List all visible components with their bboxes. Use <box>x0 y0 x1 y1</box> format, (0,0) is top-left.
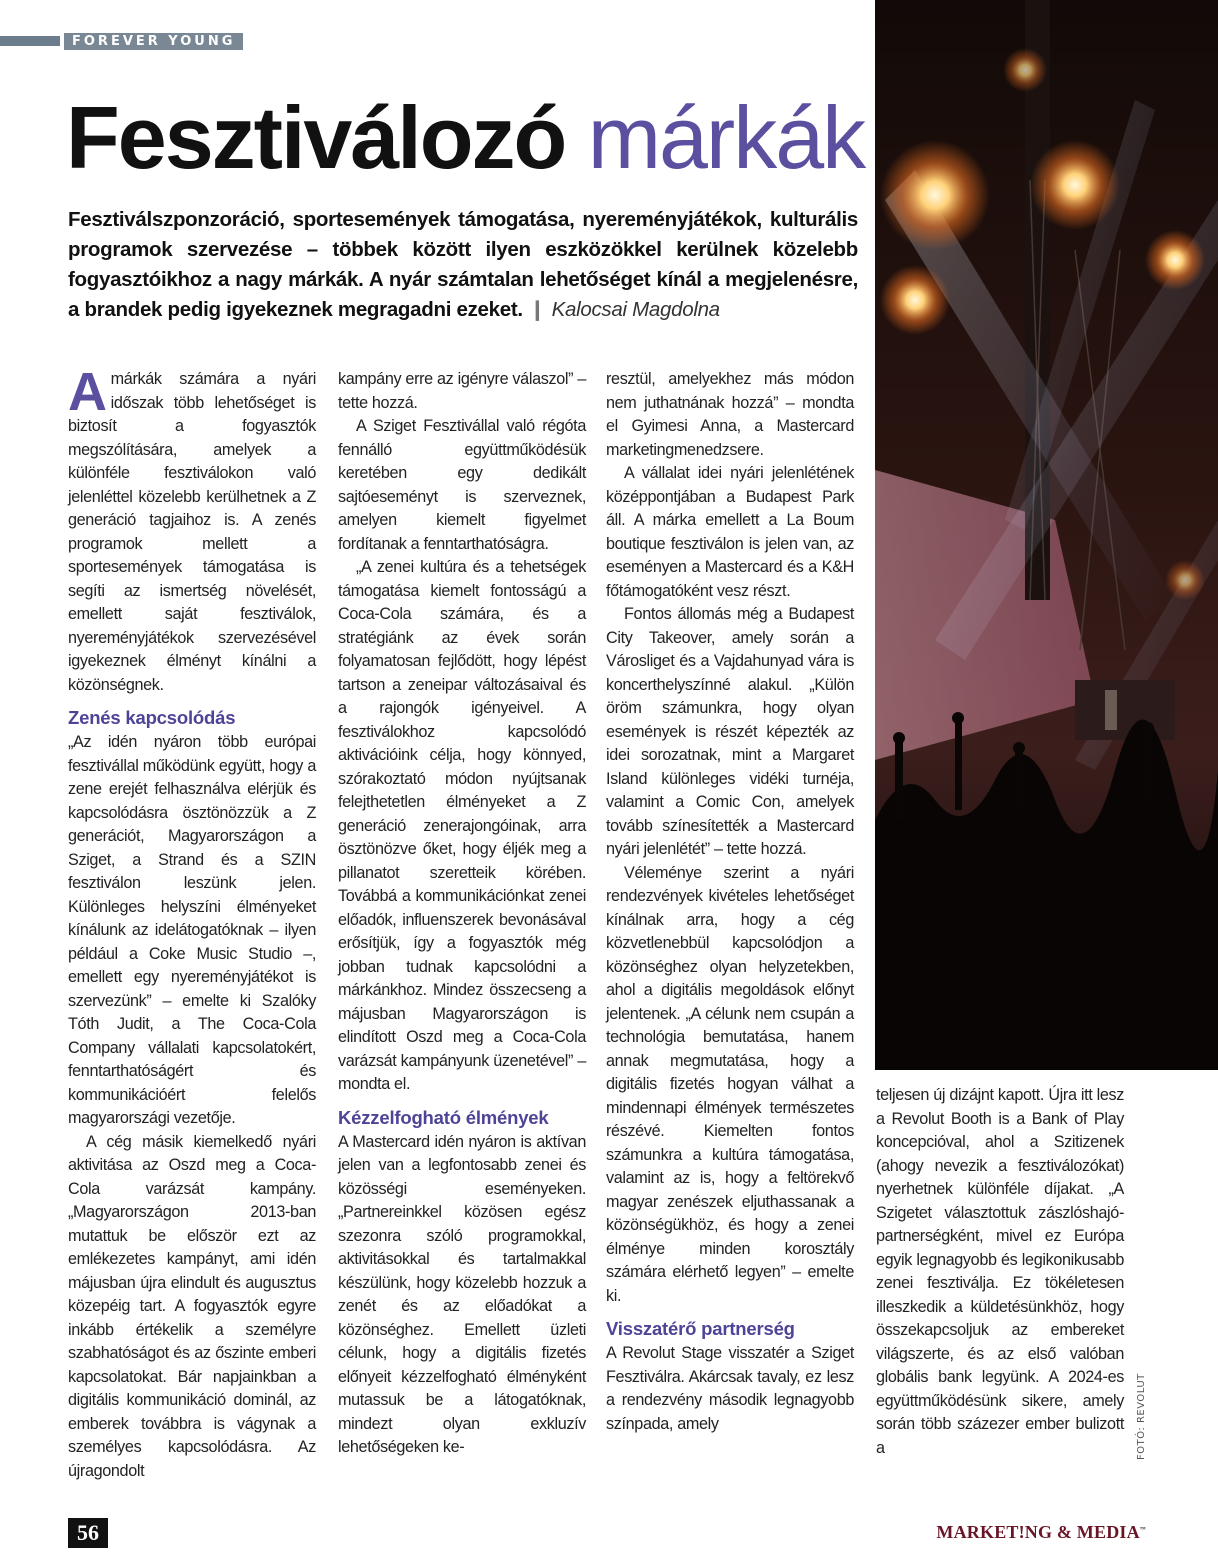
paragraph: „A zenei kultúra és a tehetségek támogatása kiemelt fontosságú a Coca-Cola számára, és a stratégiánk az évek során folyamatosan fejlődött, hogy lépést tartson a zeneipar változásaival és a rajongók igényeivel. A fesztiválokhoz kapcsolódó aktivációink célja, hogy könnyed, szórakoztató módon nyújtsanak felejthetetlen élményeket a Z generáció zenerajongóinak, arra ösztönözve őket, hogy éljék meg a pillanatot szeretteik körében. Továbbá a kommunikációnkat zenei előadók, influenszerek bevonásával erősítjük, így a fogyasztók még jobban tudnak kapcsolódni a márkánkhoz. Mindez összecseng a májusban Magyarországon is elindított Oszd meg a Coca-Cola varázsát kampányunk üzenetével” – mondta el. <box>338 558 586 1093</box>
title-bold: Fesztiválozó <box>66 88 566 187</box>
lead-text: Fesztiválszponzoráció, sportesemények támogatása, nyereményjátékok, kulturális programok szervezése – többek között ilyen eszközökkel kerülnek közelebb fogyasztóikhoz a nagy márkák. A nyár számtalan lehetőséget kínál a megjelenésre, a brandek pedig igyekeznek megragadni ezeket. <box>68 208 858 321</box>
subheading-zenes-kapcsolodas: Zenés kapcsolódás <box>68 707 236 728</box>
brand-name: MARKET!NG & MEDIA <box>936 1522 1140 1542</box>
trademark-mark: ™ <box>1139 1527 1146 1533</box>
paragraph: „Az idén nyáron több európai fesztivállal működünk együtt, hogy a zene erejét felhasználva elérjük és kapcsolódásra ösztönözzük a Z generációt, Magyarországon a Sziget, a Strand és a SZIN fesztiválon leszünk jelen. Különleges helyszíni élményeket kínálunk az idelátogatóknak – ilyen például a Coke Music Studio –, emellett egy nyereményjátékot is szervezünk” – emelte ki Szalóky Tóth Judit, a The Coca-Cola Company vállalati kapcsolatokért, fenntarthatóságért és kommunikációért felelős magyarországi vezetője. <box>68 733 316 1127</box>
author-name: Kalocsai Magdolna <box>551 298 720 321</box>
photo-credit: FOTÓ: REVOLUT <box>1136 1373 1147 1460</box>
paragraph-intro <box>68 362 316 697</box>
paragraph: resztül, amelyekhez más módon nem juthatnának hozzá” – mondta el Gyimesi Anna, a Mastercard marketingmenedzsere. <box>606 370 854 459</box>
paragraph: A Sziget Fesztivállal való régóta fennálló együttműködésük keretében egy dedikált sajtóeseményt is szerveznek, amelyen kiemelt figyelmet fordítanak a fenntarthatóságra. <box>338 417 586 553</box>
subheading-kezzelfoghato-elmenyek: Kézzelfogható élmények <box>338 1106 549 1128</box>
column-4 <box>876 1084 1124 1460</box>
paragraph: A Mastercard idén nyáron is aktívan jelen van a legfontosabb zenei és közösségi eseményeken. „Partnereinkkel közösen egész szezonra szóló programokkal, aktivitásokkal és tartalmakkal készülünk, hogy közelebb hozzuk a zenét és az előadókat a közönséghez. Emellett üzleti célunk, hogy a digitális fizetés előnyeit kézzelfogható élményként mutassuk be a látogatóknak, mindezt olyan exkluzív lehetőségeken ke- <box>338 1132 586 1456</box>
paragraph: Véleménye szerint a nyári rendezvények kivételes lehetőséget kínálnak arra, hogy a cég közvetlenebbül kapcsolódjon a közönséghez olyan helyzetekben, ahol a digitális megoldások előnyt jelentenek. „A célunk nem csupán a technológia bemutatása, hanem annak megmutatása, hogy a digitális fizetés hogyan válhat a mindennapi élmények természetes részévé. Kiemelten fontos számunkra a kultúra támogatása, valamint az is, hogy a feltörekvő magyar zenészek eljuthassanak a közönségükhöz, és hogy a zenei élménye minden korosztály számára elérhető legyen” – emelte ki. <box>606 863 854 1305</box>
paragraph-text: márkák számára a nyári időszak több lehetőséget is biztosít a fogyasztók megszólítására, amelyek a különféle fesztiválokon való jelenléttel közelebb kerülhetnek a Z generáció tagjaihoz is. A zenés programok mellett a sportesemények támogatása is segíti az ismertség növelését, emellett saját fesztiválok, nyereményjátékok szervezésével igyekeznek élményt kínálni a közönségnek. <box>68 370 316 694</box>
magazine-logo <box>936 1522 1146 1543</box>
paragraph: Fontos állomás még a Budapest City Takeover, amely során a Városliget és a Vajdahunyad vára is koncerthelyszínné alakul. „Külön öröm számunkra, hogy olyan események is részét képezték az idei sorozatnak, mint a Margaret Island különleges vidéki turnéja, valamint a Comic Con, amelyek tovább színesítették a Mastercard nyári jelenlétét” – tette hozzá. <box>606 605 854 858</box>
drop-cap: A <box>68 362 107 422</box>
column-2 <box>338 368 586 1460</box>
section-label: FOREVER YOUNG <box>64 33 243 50</box>
title-light: márkák <box>587 88 865 187</box>
column-3 <box>606 368 854 1436</box>
column-1 <box>68 362 316 1483</box>
paragraph: A Revolut Stage visszatér a Sziget Fesztiválra. Akárcsak tavaly, ez lesz a rendezvény második legnagyobb színpada, amely <box>606 1344 854 1433</box>
paragraph: kampány erre az igényre válaszol” – tette hozzá. <box>338 370 586 412</box>
concert-photo <box>875 0 1218 1070</box>
paragraph: A cég másik kiemelkedő nyári aktivitása az Oszd meg a Coca-Cola varázsát kampány. „Magyarországon 2013-ban mutattuk be először ezt az emlékezetes kampányt, ami idén májusban újra elindult és augusztus közepéig tart. A fogyasztók egyre inkább értékelik a személyre szabhatóságot és az őszinte emberi kapcsolatokat. Bár napjainkban a digitális kommunikáció dominál, az emberek továbbra is vágynak a személyes kapcsolódásra. Az újragondolt <box>68 1132 316 1480</box>
subheading-visszatero-partnerseg: Visszatérő partnerség <box>606 1318 795 1339</box>
page-number: 56 <box>68 1518 108 1548</box>
article-lead <box>68 205 858 325</box>
lead-separator: ❙ <box>528 298 546 321</box>
paragraph: A vállalat idei nyári jelenlétének középpontjában a Budapest Park áll. A márka emellett a La Boum boutique fesztiválon is jelen van, az eseményen a Mastercard és a K&H főtámogatóként vesz részt. <box>606 464 854 600</box>
article-title <box>66 88 864 188</box>
section-bar <box>0 36 60 46</box>
paragraph: teljesen új dizájnt kapott. Újra itt lesz a Revolut Booth is a Bank of Play koncepcióval, ahol a Szitizenek (ahogy nevezik a fesztiválozókat) nyerhetnek különféle díjakat. „A Szigetet választottuk zászlóshajó-partnerségként, mivel ez Európa egyik legnagyobb és legikonikusabb zenei fesztiválja. Ez tökéletesen illeszkedik a küldetésünkhöz, hogy összekapcsoljuk az embereket világszerte, és az első valóban globális bank legyünk. A 2024-es együttműködésünk sikere, amely során több százezer ember bulizott a <box>876 1086 1124 1457</box>
